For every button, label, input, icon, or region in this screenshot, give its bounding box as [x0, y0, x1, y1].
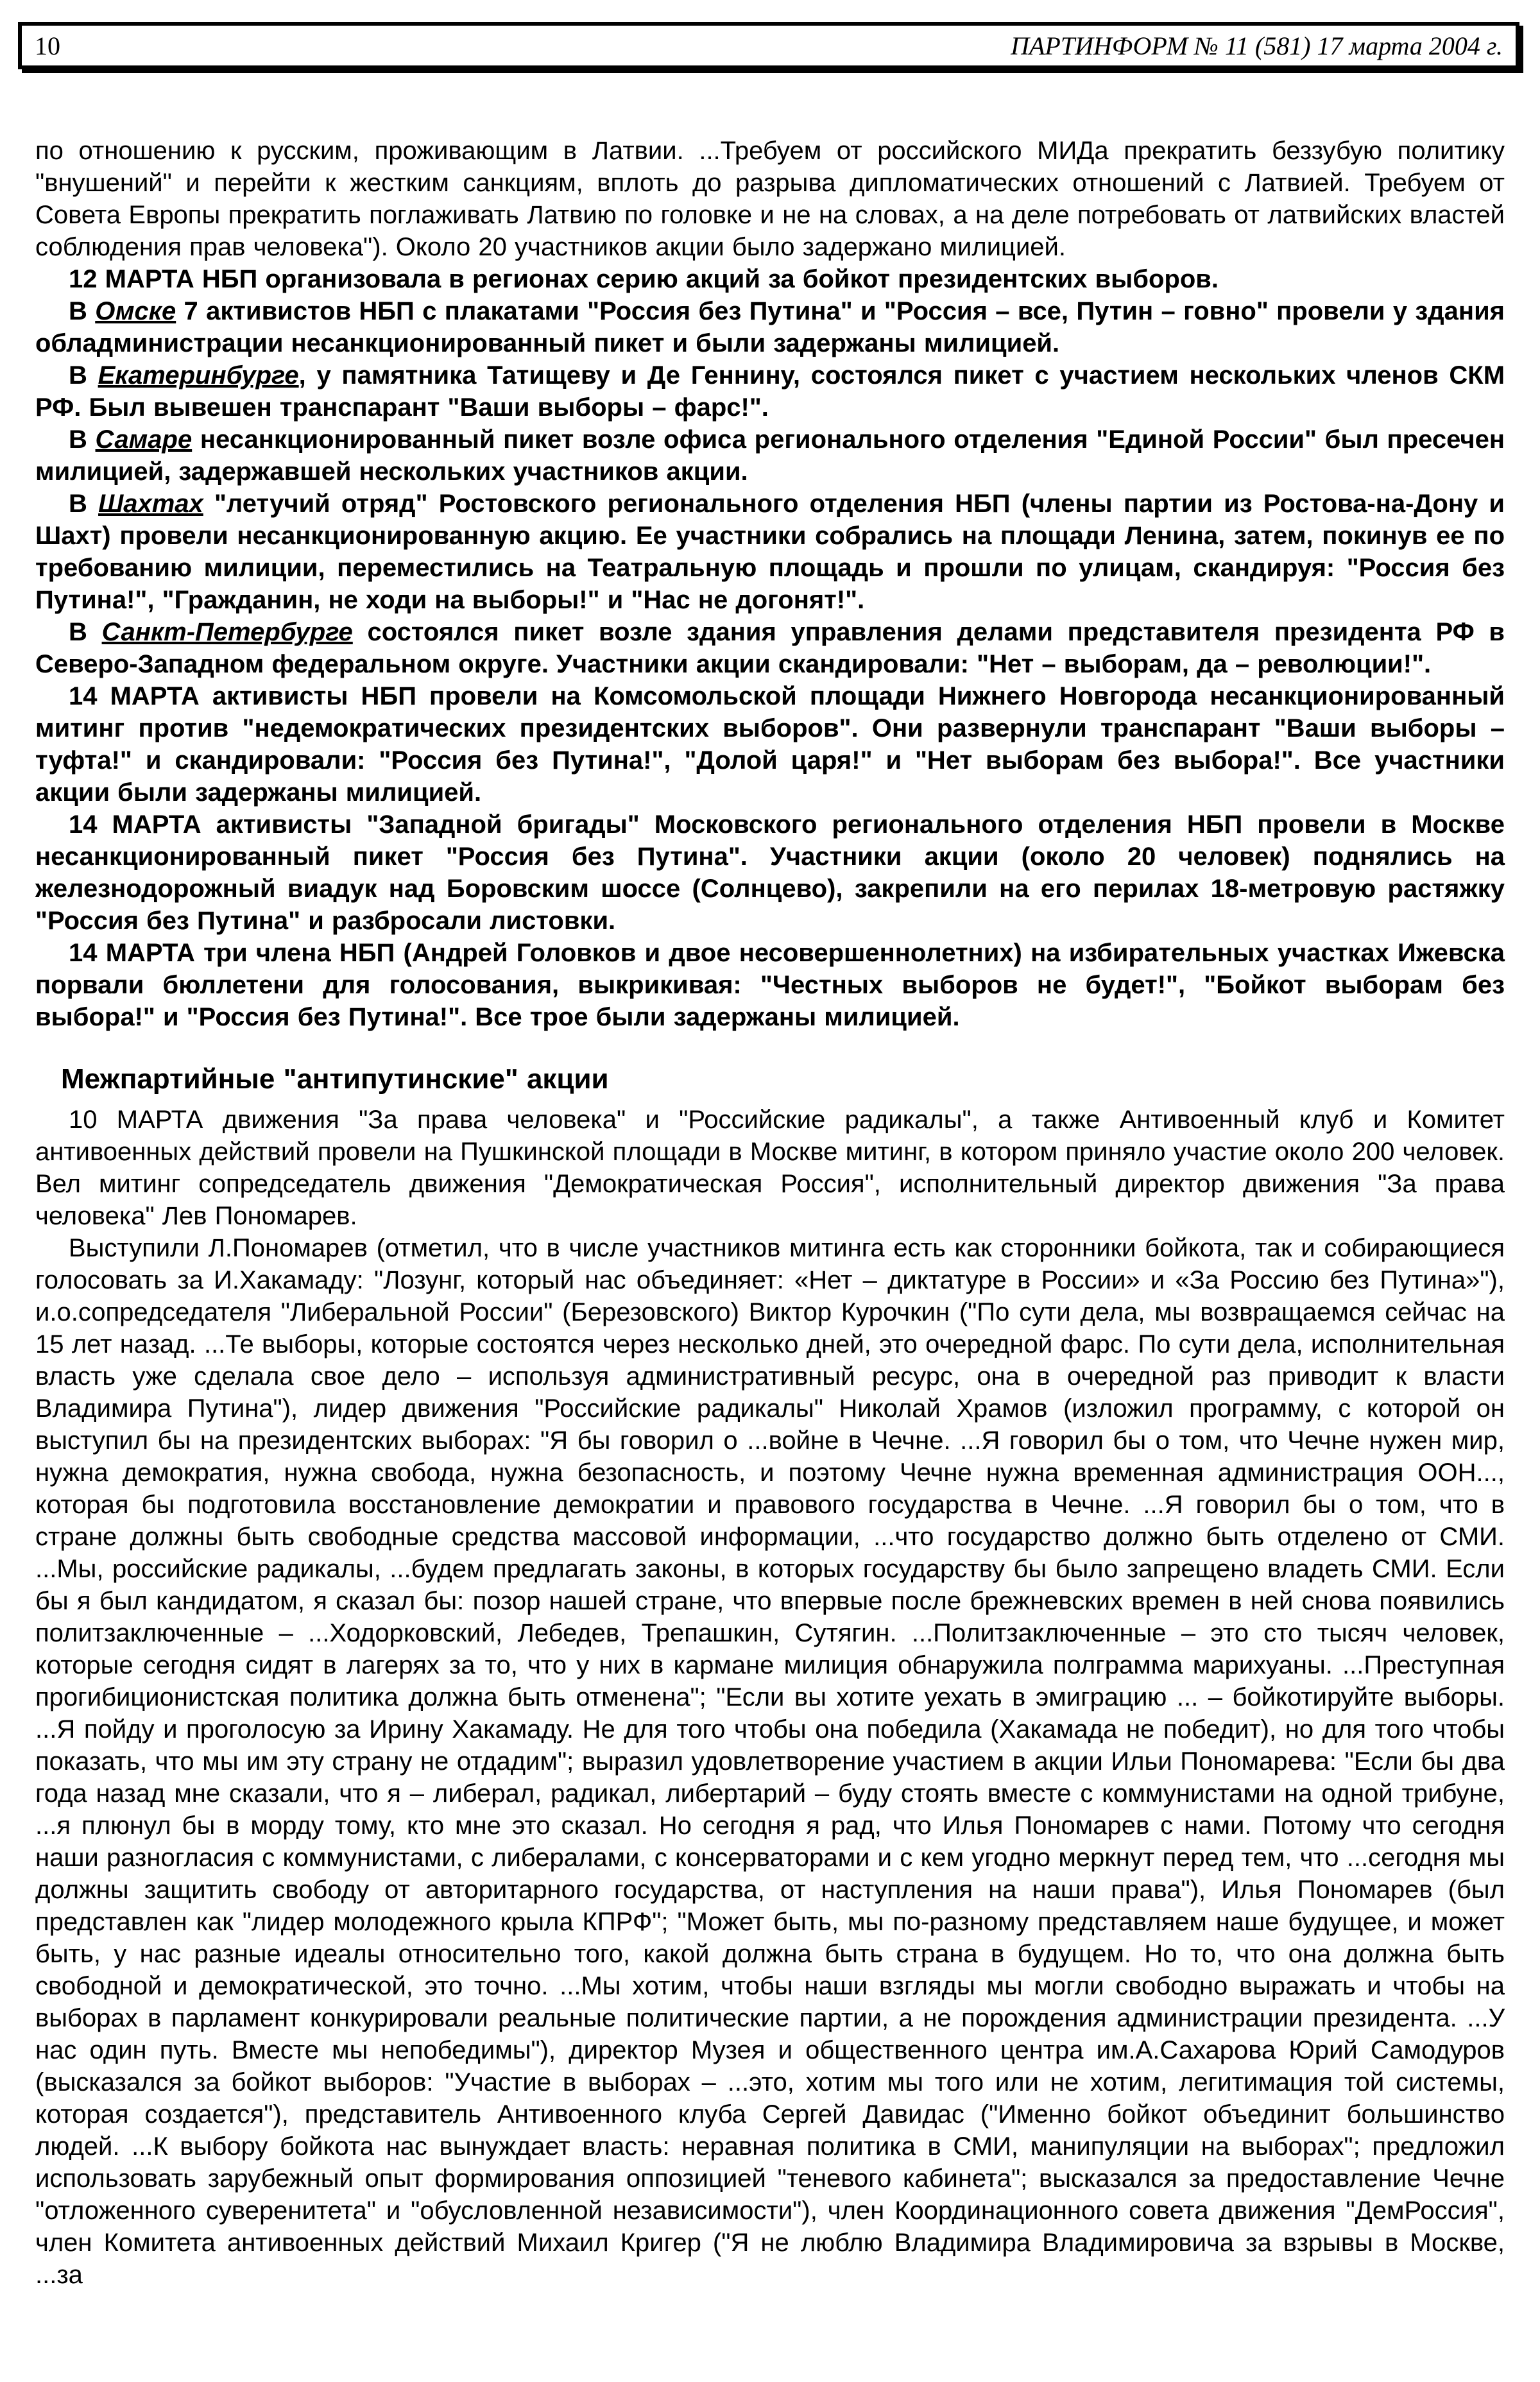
text-run: несанкционированный пикет возле офиса регионального отделения "Единой России" был пресечен милицией, задержавшей нескольких участников акции. — [35, 425, 1505, 486]
section-heading: Межпартийные "антипутинские" акции — [61, 1063, 609, 1095]
page-header — [18, 22, 1519, 69]
text-run: состоялся пикет возле здания управления делами представителя президента РФ в Северо-Западном федеральном округе. Участники акции скандировали: "Нет – выборам, да – революции!". — [35, 618, 1505, 678]
paragraph — [35, 680, 1505, 809]
paragraph — [35, 488, 1505, 616]
city-name: Екатеринбурге — [98, 361, 299, 390]
text-run: 10 МАРТА движения "За права человека" и "Российские радикалы", а также Антивоенный клуб и Комитет антивоенных действий провели на Пушкинской площади в Москве митинг, в котором приняло участие около 200 человек. Вел митинг сопредседатель движения "Демократическая Россия", исполнительный директор движения "За права человека" Лев Пономарев. — [35, 1106, 1505, 1230]
text-run: по отношению к русским, проживающим в Латвии. ...Требуем от российского МИДа прекратить беззубую политику "внушений" и перейти к жестким санкциям, вплоть до разрыва дипломатических отношений с Латвией. Требуем от Совета Европы прекратить поглаживать Латвию по головке и не на словах, а на деле потребовать от латвийских властей соблюдения прав человека"). Около 20 участников акции было задержано милицией. — [35, 137, 1505, 261]
paragraph — [35, 1232, 1505, 2291]
paragraph — [35, 135, 1505, 263]
paragraph — [35, 263, 1505, 295]
text-run: 14 МАРТА активисты "Западной бригады" Московского регионального отделения НБП провели в Москве несанкционированный пикет "Россия без Путина". Участники акции (около 20 человек) поднялись на железнодорожный виадук над Боровским шоссе (Солнцево), закрепили на его перилах 18-метровую растяжку "Россия без Путина" и разбросали листовки. — [35, 810, 1505, 935]
text-run: 12 МАРТА НБП организовала в регионах серию акций за бойкот президентских выборов. — [69, 265, 1219, 293]
paragraph — [35, 616, 1505, 680]
text-run: , у памятника Татищеву и Де Геннину, состоялся пикет с участием нескольких членов СКМ РФ. Был вывешен транспарант "Ваши выборы – фарс!". — [35, 361, 1505, 422]
text-run: В — [69, 618, 102, 646]
text-run: 14 МАРТА три члена НБП (Андрей Головков и двое несовершеннолетних) на избирательных участках Ижевска порвали бюллетени для голосования, выкрикивая: "Честных выборов не будет!", "Бойкот выборам без выбора!" и "Россия без Путина!". Все трое были задержаны милицией. — [35, 939, 1505, 1031]
text-run: Выступили Л.Пономарев (отметил, что в числе участников митинга есть как сторонники бойкота, так и собирающиеся голосовать за И.Хакамаду: "Лозунг, который нас объединяет: «Нет – диктатуре в России» и «За Россию без Путина»"), и.о.сопредседателя "Либеральной России" (Березовского) Виктор Курочкин ("По сути дела, мы возвращаемся сейчас на 15 лет назад. ...Те выборы, которые состоятся через несколько дней, это очередной фарс. По сути дела, исполнительная власть уже сделала свое дело – используя административный ресурс, она в очередной раз приводит к власти Владимира Путина"), лидер движения "Российские радикалы" Николай Храмов (изложил программу, с которой он выступил бы на президентских выборах: "Я бы говорил о ...войне в Чечне. ...Я говорил бы о том, что Чечне нужен мир, нужна демократия, нужна свобода, нужна безопасность, и поэтому Чечне нужна временная администрация ООН..., которая бы подготовила восстановление демократии и правового государства в Чечне. ...Я говорил бы о том, что в стране должны быть свободные средства массовой информации, ...что государство должно быть отделено от СМИ. ...Мы, российские радикалы, ...будем предлагать законы, в которых государству бы было запрещено владеть СМИ. Если бы я был кандидатом, я сказал бы: позор нашей стране, что впервые после брежневских времен в ней снова появились политзаключенные – ...Ходорковский, Лебедев, Трепашкин, Сутягин. ...Политзаключенные – это сто тысяч человек, которые сегодня сидят в лагерях за то, что у них в кармане милиция обнаружила полграмма марихуаны. ...Преступная прогибиционистская политика должна быть отменена"; "Если вы хотите уехать в эмиграцию ... – бойкотируйте выборы. ...Я пойду и проголосую за Ирину Хакамаду. Не для того чтобы она победила (Хакамада не победит), но для того чтобы показать, что мы им эту страну не отдадим"; выразил удовлетворение участием в акции Ильи Пономарева: "Если бы два года назад мне сказали, что я – либерал, радикал, либертарий – буду стоять вместе с коммунистами на одной трибуне, ...я плюнул бы в морду тому, кто мне это сказал. Но сегодня я рад, что Илья Пономарев с нами. Потому что сегодня наши разногласия с коммунистами, с либералами, с консерваторами и с кем угодно меркнут перед тем, что ...сегодня мы должны защитить свободу от авторитарного государства, от наступления на наши права"), Илья Пономарев (был представлен как "лидер молодежного крыла КПРФ"; "Может быть, мы по-разному представляем наше будущее, и может быть, у нас разные идеалы относительно того, какой должна быть страна в будущем. Но то, что она должна быть свободной и демократической, это точно. ...Мы хотим, чтобы наши взгляды мы могли свободно выражать и чтобы на выборах в парламент конкурировали реальные политические партии, а не порождения администрации президента. ...У нас один путь. Вместе мы непобедимы"), директор Музея и общественного центра им.А.Сахарова Юрий Самодуров (высказался за бойкот выборов: "Участие в выборах – ...это, хотим мы того или не хотим, легитимация той системы, которая создается"), представитель Антивоенного клуба Сергей Давидас ("Именно бойкот объединит большинство людей. ...К выбору бойкота нас вынуждает власть: неравная политика в СМИ, манипуляции на выборах"; предложил использовать зарубежный опыт формирования оппозицией "теневого кабинета"; высказался за предоставление Чечне "отложенного суверенитета" и "обусловленной независимости"), член Координационного совета движения "ДемРоссия", член Комитета антивоенных действий Михаил Кригер ("Я не люблю Владимира Владимировича за взрывы в Москве, ...за — [35, 1234, 1505, 2289]
text-run: В — [69, 425, 96, 454]
paragraph — [35, 424, 1505, 488]
city-name: Омске — [95, 297, 176, 325]
paragraph — [35, 359, 1505, 424]
text-run: 7 активистов НБП с плакатами "Россия без Путина" и "Россия – все, Путин – говно" провели у здания обладминистрации несанкционированный пикет и были задержаны милицией. — [35, 297, 1505, 357]
city-name: Санкт-Петербурге — [101, 618, 353, 646]
text-run: "летучий отряд" Ростовского регионального отделения НБП (члены партии из Ростова-на-Дону и Шахт) провели несанкционированную акцию. Ее участники собрались на площади Ленина, затем, покинув ее по требованию милиции, переместились на Театральную площадь и прошли по улицам, скандируя: "Россия без Путина!", "Гражданин, не ходи на выборы!" и "Нас не догонят!". — [35, 490, 1505, 614]
text-run: 14 МАРТА активисты НБП провели на Комсомольской площади Нижнего Новгорода несанкционированный митинг против "недемократических президентских выборов". Они развернули транспарант "Ваши выборы – туфта!" и скандировали: "Россия без Путина!", "Долой царя!" и "Нет выборам без выбора!". Все участники акции были задержаны милицией. — [35, 682, 1505, 807]
text-run: В — [69, 490, 99, 518]
article-body — [35, 135, 1505, 2291]
page-number: 10 — [35, 31, 60, 60]
issue-title: ПАРТИНФОРМ № 11 (581) 17 марта 2004 г. — [1011, 31, 1503, 60]
text-run: В — [69, 361, 98, 390]
text-run: В — [69, 297, 96, 325]
paragraph — [35, 1104, 1505, 1232]
paragraph — [35, 809, 1505, 937]
city-name: Самаре — [95, 425, 193, 454]
paragraph — [35, 295, 1505, 359]
paragraph — [35, 937, 1505, 1033]
city-name: Шахтах — [98, 490, 203, 518]
